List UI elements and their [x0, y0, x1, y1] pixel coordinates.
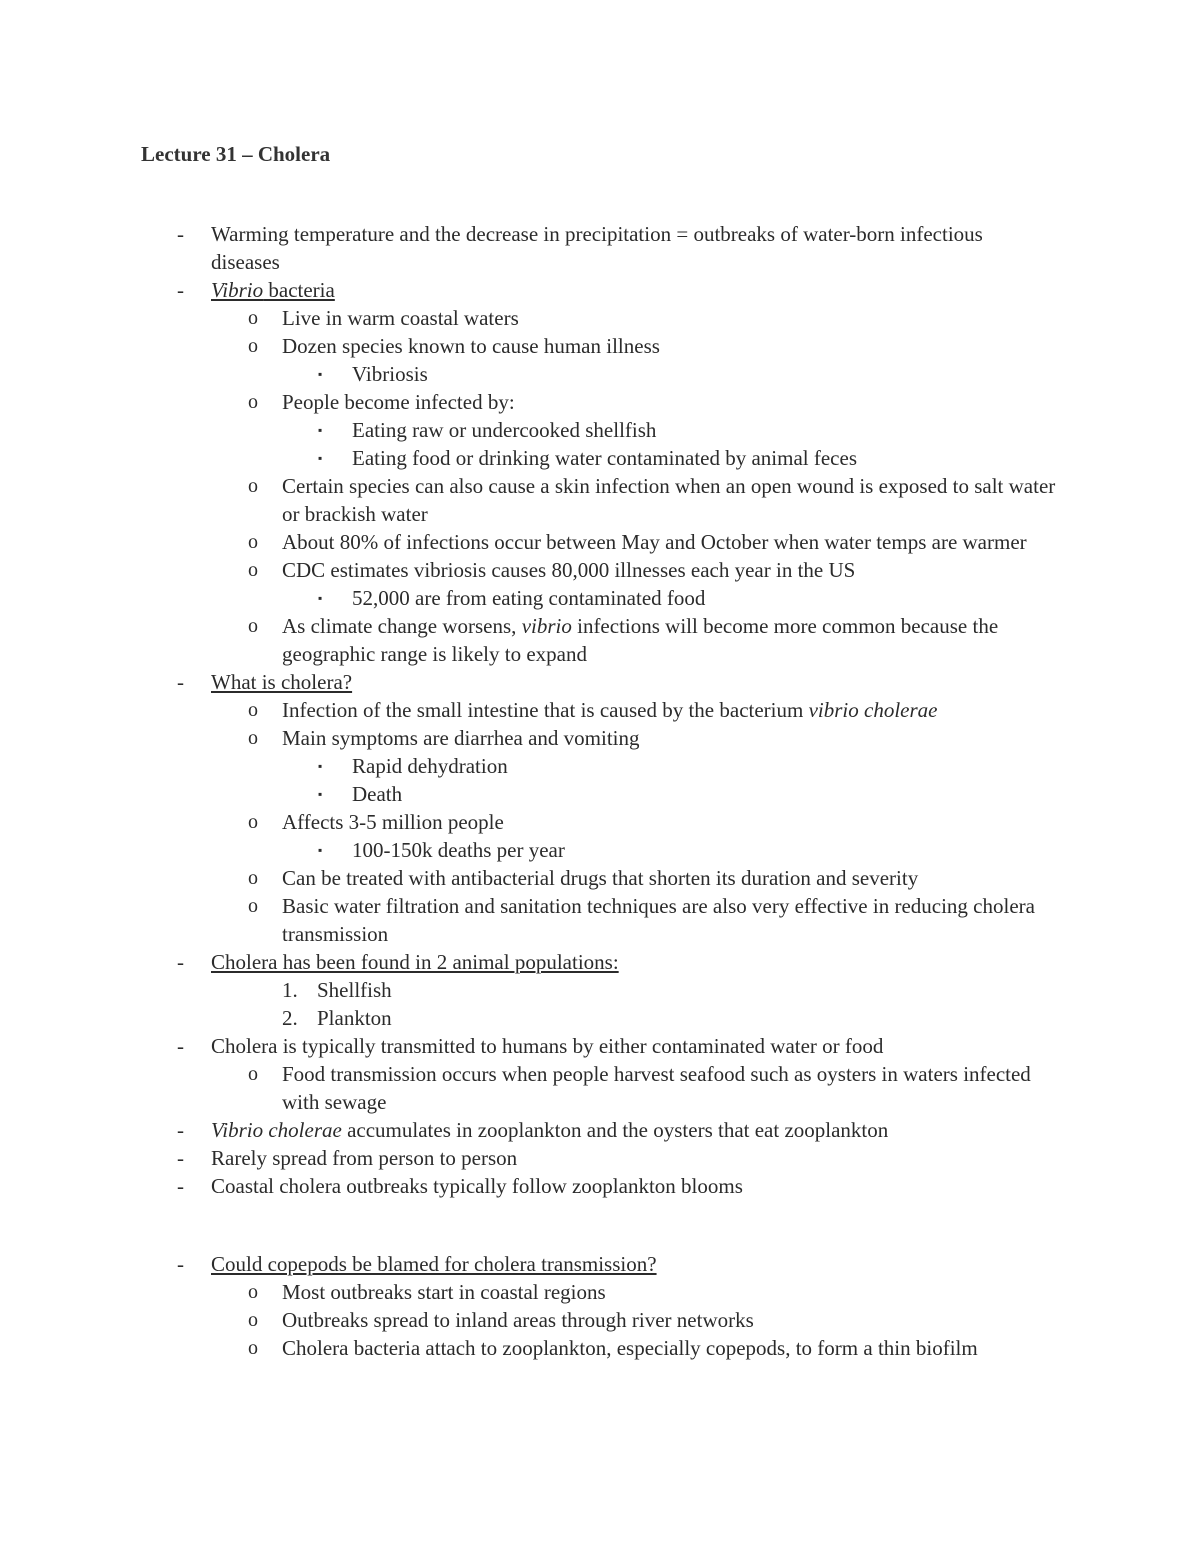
dash-bullet: - [177, 1034, 184, 1058]
italic-term: Vibrio [211, 278, 264, 302]
item-text: Cholera is typically transmitted to humans by either contaminated water or food [211, 1034, 884, 1058]
bullet-item-level-1 [0, 276, 1200, 304]
item-text: Dozen species known to cause human illness [282, 334, 660, 358]
circle-bullet: o [248, 335, 258, 357]
item-text: About 80% of infections occur between May and October when water temps are warmer [282, 530, 1027, 554]
circle-bullet: o [248, 559, 258, 581]
circle-bullet: o [248, 867, 258, 889]
item-text: Shellfish [317, 978, 392, 1002]
bullet-item-level-3 [0, 360, 1200, 388]
item-text: Basic water filtration and sanitation techniques are also very effective in reducing cholera transmission [282, 894, 1035, 946]
item-text: 52,000 are from eating contaminated food [352, 586, 706, 610]
bullet-item-level-1 [0, 1144, 1200, 1172]
circle-bullet: o [248, 1309, 258, 1331]
square-bullet: ▪ [318, 787, 323, 801]
bullet-item-level-1 [0, 1250, 1200, 1278]
numbered-item [0, 1004, 1200, 1032]
bullet-item-level-2 [0, 1278, 1200, 1306]
item-text: Plankton [317, 1006, 392, 1030]
bullet-item-level-2 [0, 1306, 1200, 1334]
item-text: People become infected by: [282, 390, 515, 414]
item-text: 100-150k deaths per year [352, 838, 565, 862]
italic-term: vibrio [521, 614, 572, 638]
circle-bullet: o [248, 391, 258, 413]
circle-bullet: o [248, 1281, 258, 1303]
bullet-item-level-2 [0, 808, 1200, 836]
circle-bullet: o [248, 475, 258, 497]
bullet-item-level-1 [0, 1172, 1200, 1200]
item-text: Outbreaks spread to inland areas through river networks [282, 1308, 754, 1332]
square-bullet: ▪ [318, 423, 323, 437]
dash-bullet: - [177, 950, 184, 974]
bullet-item-level-2 [0, 304, 1200, 332]
item-text: Death [352, 782, 403, 806]
numbered-item [0, 976, 1200, 1004]
circle-bullet: o [248, 895, 258, 917]
bullet-item-level-2 [0, 528, 1200, 556]
item-text: As climate change worsens, vibrio infections will become more common because the geographic range is likely to expand [282, 614, 999, 666]
bullet-item-level-1 [0, 220, 1200, 276]
item-text: Certain species can also cause a skin infection when an open wound is exposed to salt water or brackish water [282, 474, 1056, 526]
dash-bullet: - [177, 222, 184, 246]
bullet-item-level-2 [0, 892, 1200, 948]
dash-bullet: - [177, 1252, 184, 1276]
item-text: Coastal cholera outbreaks typically follow zooplankton blooms [211, 1174, 743, 1198]
item-text: Can be treated with antibacterial drugs that shorten its duration and severity [282, 866, 919, 890]
bullet-item-level-2 [0, 1060, 1200, 1116]
item-text: Vibrio cholerae accumulates in zooplankton and the oysters that eat zooplankton [211, 1118, 889, 1142]
bullet-item-level-2 [0, 724, 1200, 752]
item-text: Live in warm coastal waters [282, 306, 519, 330]
square-bullet: ▪ [318, 843, 323, 857]
item-text: Infection of the small intestine that is caused by the bacterium vibrio cholerae [282, 698, 938, 722]
page-title: Lecture 31 – Cholera [141, 142, 331, 166]
list-number: 1. [282, 978, 298, 1002]
bullet-item-level-2 [0, 696, 1200, 724]
circle-bullet: o [248, 811, 258, 833]
italic-term: Vibrio cholerae [211, 1118, 342, 1142]
dash-bullet: - [177, 670, 184, 694]
item-text: Main symptoms are diarrhea and vomiting [282, 726, 640, 750]
dash-bullet: - [177, 1174, 184, 1198]
item-text: Eating food or drinking water contaminated by animal feces [352, 446, 857, 470]
italic-term: vibrio cholerae [808, 698, 938, 722]
bullet-item-level-3 [0, 752, 1200, 780]
bullet-item-level-2 [0, 612, 1200, 668]
circle-bullet: o [248, 727, 258, 749]
dash-bullet: - [177, 278, 184, 302]
bullet-item-level-2 [0, 472, 1200, 528]
item-text: Warming temperature and the decrease in precipitation = outbreaks of water-born infectious diseases [211, 222, 983, 274]
bullet-item-level-2 [0, 332, 1200, 360]
list-number: 2. [282, 1006, 298, 1030]
bullet-item-level-3 [0, 584, 1200, 612]
section-spacer [0, 1200, 1200, 1250]
square-bullet: ▪ [318, 759, 323, 773]
bullet-item-level-2 [0, 556, 1200, 584]
dash-bullet: - [177, 1146, 184, 1170]
item-text: Most outbreaks start in coastal regions [282, 1280, 606, 1304]
circle-bullet: o [248, 1063, 258, 1085]
item-text: Cholera bacteria attach to zooplankton, especially copepods, to form a thin biofilm [282, 1336, 978, 1360]
bullet-item-level-3 [0, 444, 1200, 472]
bullet-item-level-1 [0, 668, 1200, 696]
lecture-notes-list [0, 220, 1200, 1362]
bullet-item-level-3 [0, 416, 1200, 444]
bullet-item-level-3 [0, 836, 1200, 864]
bullet-item-level-1 [0, 948, 1200, 976]
circle-bullet: o [248, 615, 258, 637]
circle-bullet: o [248, 1337, 258, 1359]
square-bullet: ▪ [318, 367, 323, 381]
circle-bullet: o [248, 307, 258, 329]
bullet-item-level-1 [0, 1032, 1200, 1060]
item-text: CDC estimates vibriosis causes 80,000 illnesses each year in the US [282, 558, 856, 582]
item-text: Rapid dehydration [352, 754, 508, 778]
item-text: Eating raw or undercooked shellfish [352, 418, 657, 442]
bullet-item-level-2 [0, 388, 1200, 416]
item-text: Food transmission occurs when people harvest seafood such as oysters in waters infected with sewage [282, 1062, 1031, 1114]
dash-bullet: - [177, 1118, 184, 1142]
bullet-item-level-2 [0, 1334, 1200, 1362]
circle-bullet: o [248, 699, 258, 721]
square-bullet: ▪ [318, 591, 323, 605]
item-text: Affects 3-5 million people [282, 810, 504, 834]
item-text: Rarely spread from person to person [211, 1146, 518, 1170]
item-text: Vibrio bacteria [211, 278, 335, 302]
square-bullet: ▪ [318, 451, 323, 465]
bullet-item-level-2 [0, 864, 1200, 892]
item-text: Could copepods be blamed for cholera transmission? [211, 1252, 657, 1276]
item-text: What is cholera? [211, 670, 353, 694]
circle-bullet: o [248, 531, 258, 553]
item-text: Vibriosis [352, 362, 428, 386]
bullet-item-level-3 [0, 780, 1200, 808]
item-text: Cholera has been found in 2 animal populations: [211, 950, 619, 974]
bullet-item-level-1 [0, 1116, 1200, 1144]
